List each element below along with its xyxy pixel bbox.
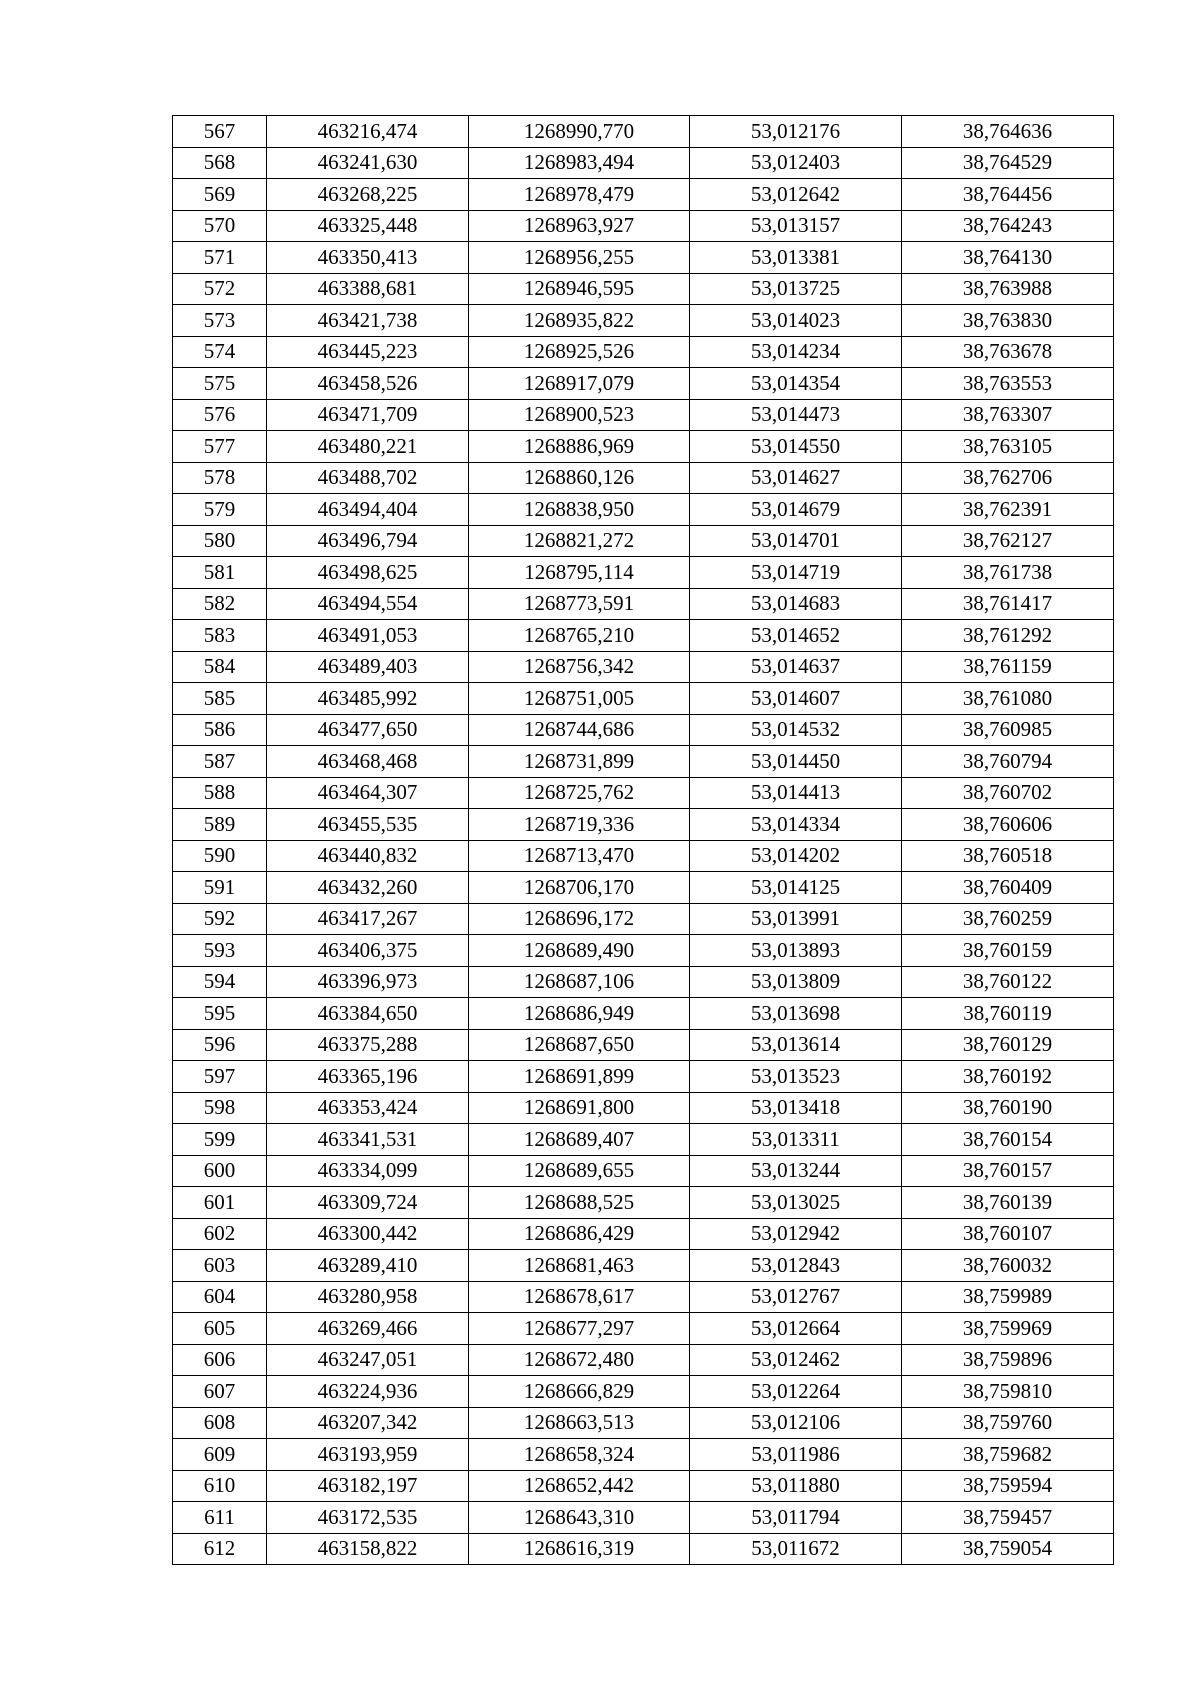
longitude-cell: 38,759896 <box>902 1344 1114 1376</box>
point-number-cell: 587 <box>173 746 267 778</box>
latitude-cell: 53,012176 <box>690 116 902 148</box>
x-coordinate-cell: 463471,709 <box>267 399 469 431</box>
latitude-cell: 53,013614 <box>690 1029 902 1061</box>
latitude-cell: 53,011880 <box>690 1470 902 1502</box>
point-number-cell: 573 <box>173 305 267 337</box>
point-number-cell: 577 <box>173 431 267 463</box>
y-coordinate-cell: 1268765,210 <box>469 620 690 652</box>
point-number-cell: 588 <box>173 777 267 809</box>
y-coordinate-cell: 1268688,525 <box>469 1187 690 1219</box>
x-coordinate-cell: 463417,267 <box>267 903 469 935</box>
coordinates-table-body <box>173 116 1114 1565</box>
point-number-cell: 579 <box>173 494 267 526</box>
point-number-cell: 571 <box>173 242 267 274</box>
point-number-cell: 594 <box>173 966 267 998</box>
y-coordinate-cell: 1268821,272 <box>469 525 690 557</box>
longitude-cell: 38,760119 <box>902 998 1114 1030</box>
point-number-cell: 604 <box>173 1281 267 1313</box>
point-number-cell: 574 <box>173 336 267 368</box>
table-row <box>173 1155 1114 1187</box>
point-number-cell: 598 <box>173 1092 267 1124</box>
x-coordinate-cell: 463455,535 <box>267 809 469 841</box>
point-number-cell: 605 <box>173 1313 267 1345</box>
latitude-cell: 53,014637 <box>690 651 902 683</box>
longitude-cell: 38,759054 <box>902 1533 1114 1565</box>
x-coordinate-cell: 463498,625 <box>267 557 469 589</box>
longitude-cell: 38,764243 <box>902 210 1114 242</box>
y-coordinate-cell: 1268860,126 <box>469 462 690 494</box>
longitude-cell: 38,759760 <box>902 1407 1114 1439</box>
point-number-cell: 596 <box>173 1029 267 1061</box>
table-row <box>173 525 1114 557</box>
latitude-cell: 53,013311 <box>690 1124 902 1156</box>
x-coordinate-cell: 463350,413 <box>267 242 469 274</box>
x-coordinate-cell: 463158,822 <box>267 1533 469 1565</box>
latitude-cell: 53,013418 <box>690 1092 902 1124</box>
table-row <box>173 431 1114 463</box>
x-coordinate-cell: 463353,424 <box>267 1092 469 1124</box>
y-coordinate-cell: 1268978,479 <box>469 179 690 211</box>
x-coordinate-cell: 463477,650 <box>267 714 469 746</box>
longitude-cell: 38,764456 <box>902 179 1114 211</box>
y-coordinate-cell: 1268672,480 <box>469 1344 690 1376</box>
latitude-cell: 53,014450 <box>690 746 902 778</box>
point-number-cell: 612 <box>173 1533 267 1565</box>
x-coordinate-cell: 463440,832 <box>267 840 469 872</box>
table-row <box>173 305 1114 337</box>
y-coordinate-cell: 1268946,595 <box>469 273 690 305</box>
table-row <box>173 966 1114 998</box>
table-row <box>173 746 1114 778</box>
point-number-cell: 597 <box>173 1061 267 1093</box>
point-number-cell: 576 <box>173 399 267 431</box>
latitude-cell: 53,014652 <box>690 620 902 652</box>
point-number-cell: 567 <box>173 116 267 148</box>
point-number-cell: 575 <box>173 368 267 400</box>
table-row <box>173 1502 1114 1534</box>
table-row <box>173 1376 1114 1408</box>
y-coordinate-cell: 1268731,899 <box>469 746 690 778</box>
point-number-cell: 609 <box>173 1439 267 1471</box>
x-coordinate-cell: 463300,442 <box>267 1218 469 1250</box>
latitude-cell: 53,014125 <box>690 872 902 904</box>
x-coordinate-cell: 463496,794 <box>267 525 469 557</box>
x-coordinate-cell: 463207,342 <box>267 1407 469 1439</box>
longitude-cell: 38,764529 <box>902 147 1114 179</box>
y-coordinate-cell: 1268687,650 <box>469 1029 690 1061</box>
table-row <box>173 494 1114 526</box>
point-number-cell: 601 <box>173 1187 267 1219</box>
point-number-cell: 610 <box>173 1470 267 1502</box>
x-coordinate-cell: 463406,375 <box>267 935 469 967</box>
longitude-cell: 38,760606 <box>902 809 1114 841</box>
longitude-cell: 38,760259 <box>902 903 1114 935</box>
latitude-cell: 53,012942 <box>690 1218 902 1250</box>
point-number-cell: 608 <box>173 1407 267 1439</box>
x-coordinate-cell: 463384,650 <box>267 998 469 1030</box>
table-row <box>173 1218 1114 1250</box>
x-coordinate-cell: 463172,535 <box>267 1502 469 1534</box>
y-coordinate-cell: 1268725,762 <box>469 777 690 809</box>
longitude-cell: 38,760032 <box>902 1250 1114 1282</box>
point-number-cell: 583 <box>173 620 267 652</box>
latitude-cell: 53,014683 <box>690 588 902 620</box>
y-coordinate-cell: 1268691,899 <box>469 1061 690 1093</box>
latitude-cell: 53,014334 <box>690 809 902 841</box>
x-coordinate-cell: 463289,410 <box>267 1250 469 1282</box>
table-row <box>173 210 1114 242</box>
longitude-cell: 38,760157 <box>902 1155 1114 1187</box>
y-coordinate-cell: 1268886,969 <box>469 431 690 463</box>
x-coordinate-cell: 463396,973 <box>267 966 469 998</box>
longitude-cell: 38,763830 <box>902 305 1114 337</box>
longitude-cell: 38,763307 <box>902 399 1114 431</box>
latitude-cell: 53,013809 <box>690 966 902 998</box>
point-number-cell: 606 <box>173 1344 267 1376</box>
point-number-cell: 570 <box>173 210 267 242</box>
table-row <box>173 620 1114 652</box>
point-number-cell: 607 <box>173 1376 267 1408</box>
point-number-cell: 589 <box>173 809 267 841</box>
x-coordinate-cell: 463491,053 <box>267 620 469 652</box>
table-row <box>173 651 1114 683</box>
y-coordinate-cell: 1268658,324 <box>469 1439 690 1471</box>
latitude-cell: 53,013025 <box>690 1187 902 1219</box>
table-row <box>173 1470 1114 1502</box>
x-coordinate-cell: 463480,221 <box>267 431 469 463</box>
latitude-cell: 53,014701 <box>690 525 902 557</box>
y-coordinate-cell: 1268990,770 <box>469 116 690 148</box>
y-coordinate-cell: 1268691,800 <box>469 1092 690 1124</box>
y-coordinate-cell: 1268689,407 <box>469 1124 690 1156</box>
point-number-cell: 599 <box>173 1124 267 1156</box>
table-row <box>173 872 1114 904</box>
x-coordinate-cell: 463224,936 <box>267 1376 469 1408</box>
latitude-cell: 53,012403 <box>690 147 902 179</box>
table-row <box>173 116 1114 148</box>
longitude-cell: 38,760518 <box>902 840 1114 872</box>
y-coordinate-cell: 1268773,591 <box>469 588 690 620</box>
longitude-cell: 38,761738 <box>902 557 1114 589</box>
y-coordinate-cell: 1268795,114 <box>469 557 690 589</box>
latitude-cell: 53,012106 <box>690 1407 902 1439</box>
table-row <box>173 1313 1114 1345</box>
y-coordinate-cell: 1268900,523 <box>469 399 690 431</box>
table-row <box>173 368 1114 400</box>
longitude-cell: 38,759457 <box>902 1502 1114 1534</box>
longitude-cell: 38,760190 <box>902 1092 1114 1124</box>
y-coordinate-cell: 1268963,927 <box>469 210 690 242</box>
latitude-cell: 53,012767 <box>690 1281 902 1313</box>
table-row <box>173 1029 1114 1061</box>
longitude-cell: 38,760794 <box>902 746 1114 778</box>
table-row <box>173 1124 1114 1156</box>
longitude-cell: 38,760139 <box>902 1187 1114 1219</box>
y-coordinate-cell: 1268925,526 <box>469 336 690 368</box>
longitude-cell: 38,760129 <box>902 1029 1114 1061</box>
x-coordinate-cell: 463485,992 <box>267 683 469 715</box>
table-row <box>173 399 1114 431</box>
x-coordinate-cell: 463309,724 <box>267 1187 469 1219</box>
longitude-cell: 38,760409 <box>902 872 1114 904</box>
y-coordinate-cell: 1268696,172 <box>469 903 690 935</box>
longitude-cell: 38,759969 <box>902 1313 1114 1345</box>
longitude-cell: 38,759682 <box>902 1439 1114 1471</box>
x-coordinate-cell: 463341,531 <box>267 1124 469 1156</box>
longitude-cell: 38,760702 <box>902 777 1114 809</box>
x-coordinate-cell: 463421,738 <box>267 305 469 337</box>
y-coordinate-cell: 1268983,494 <box>469 147 690 179</box>
point-number-cell: 593 <box>173 935 267 967</box>
y-coordinate-cell: 1268756,342 <box>469 651 690 683</box>
y-coordinate-cell: 1268719,336 <box>469 809 690 841</box>
table-row <box>173 935 1114 967</box>
y-coordinate-cell: 1268706,170 <box>469 872 690 904</box>
longitude-cell: 38,760154 <box>902 1124 1114 1156</box>
table-row <box>173 714 1114 746</box>
longitude-cell: 38,759989 <box>902 1281 1114 1313</box>
coordinates-table <box>172 115 1114 1565</box>
x-coordinate-cell: 463489,403 <box>267 651 469 683</box>
longitude-cell: 38,763678 <box>902 336 1114 368</box>
table-row <box>173 840 1114 872</box>
longitude-cell: 38,763553 <box>902 368 1114 400</box>
y-coordinate-cell: 1268686,429 <box>469 1218 690 1250</box>
table-row <box>173 809 1114 841</box>
y-coordinate-cell: 1268751,005 <box>469 683 690 715</box>
latitude-cell: 53,013381 <box>690 242 902 274</box>
y-coordinate-cell: 1268678,617 <box>469 1281 690 1313</box>
latitude-cell: 53,013893 <box>690 935 902 967</box>
y-coordinate-cell: 1268681,463 <box>469 1250 690 1282</box>
point-number-cell: 600 <box>173 1155 267 1187</box>
table-row <box>173 683 1114 715</box>
x-coordinate-cell: 463247,051 <box>267 1344 469 1376</box>
longitude-cell: 38,763988 <box>902 273 1114 305</box>
x-coordinate-cell: 463268,225 <box>267 179 469 211</box>
table-row <box>173 1061 1114 1093</box>
latitude-cell: 53,014413 <box>690 777 902 809</box>
x-coordinate-cell: 463432,260 <box>267 872 469 904</box>
latitude-cell: 53,013244 <box>690 1155 902 1187</box>
latitude-cell: 53,014354 <box>690 368 902 400</box>
x-coordinate-cell: 463468,468 <box>267 746 469 778</box>
y-coordinate-cell: 1268663,513 <box>469 1407 690 1439</box>
y-coordinate-cell: 1268935,822 <box>469 305 690 337</box>
y-coordinate-cell: 1268838,950 <box>469 494 690 526</box>
x-coordinate-cell: 463488,702 <box>267 462 469 494</box>
point-number-cell: 586 <box>173 714 267 746</box>
y-coordinate-cell: 1268689,655 <box>469 1155 690 1187</box>
latitude-cell: 53,013698 <box>690 998 902 1030</box>
x-coordinate-cell: 463280,958 <box>267 1281 469 1313</box>
longitude-cell: 38,762127 <box>902 525 1114 557</box>
table-row <box>173 777 1114 809</box>
table-row <box>173 1092 1114 1124</box>
table-row <box>173 998 1114 1030</box>
y-coordinate-cell: 1268652,442 <box>469 1470 690 1502</box>
x-coordinate-cell: 463334,099 <box>267 1155 469 1187</box>
table-row <box>173 336 1114 368</box>
y-coordinate-cell: 1268713,470 <box>469 840 690 872</box>
x-coordinate-cell: 463325,448 <box>267 210 469 242</box>
y-coordinate-cell: 1268666,829 <box>469 1376 690 1408</box>
latitude-cell: 53,012843 <box>690 1250 902 1282</box>
x-coordinate-cell: 463494,554 <box>267 588 469 620</box>
y-coordinate-cell: 1268689,490 <box>469 935 690 967</box>
latitude-cell: 53,011794 <box>690 1502 902 1534</box>
table-row <box>173 1407 1114 1439</box>
latitude-cell: 53,013725 <box>690 273 902 305</box>
longitude-cell: 38,760192 <box>902 1061 1114 1093</box>
latitude-cell: 53,014532 <box>690 714 902 746</box>
x-coordinate-cell: 463388,681 <box>267 273 469 305</box>
point-number-cell: 591 <box>173 872 267 904</box>
x-coordinate-cell: 463445,223 <box>267 336 469 368</box>
table-row <box>173 462 1114 494</box>
x-coordinate-cell: 463182,197 <box>267 1470 469 1502</box>
latitude-cell: 53,014679 <box>690 494 902 526</box>
x-coordinate-cell: 463193,959 <box>267 1439 469 1471</box>
y-coordinate-cell: 1268687,106 <box>469 966 690 998</box>
table-row <box>173 1533 1114 1565</box>
point-number-cell: 569 <box>173 179 267 211</box>
point-number-cell: 572 <box>173 273 267 305</box>
latitude-cell: 53,014202 <box>690 840 902 872</box>
latitude-cell: 53,011672 <box>690 1533 902 1565</box>
point-number-cell: 578 <box>173 462 267 494</box>
longitude-cell: 38,762391 <box>902 494 1114 526</box>
x-coordinate-cell: 463494,404 <box>267 494 469 526</box>
longitude-cell: 38,764130 <box>902 242 1114 274</box>
y-coordinate-cell: 1268643,310 <box>469 1502 690 1534</box>
longitude-cell: 38,762706 <box>902 462 1114 494</box>
table-row <box>173 1187 1114 1219</box>
x-coordinate-cell: 463365,196 <box>267 1061 469 1093</box>
point-number-cell: 611 <box>173 1502 267 1534</box>
longitude-cell: 38,761159 <box>902 651 1114 683</box>
table-row <box>173 1344 1114 1376</box>
latitude-cell: 53,014234 <box>690 336 902 368</box>
latitude-cell: 53,014023 <box>690 305 902 337</box>
y-coordinate-cell: 1268616,319 <box>469 1533 690 1565</box>
longitude-cell: 38,760159 <box>902 935 1114 967</box>
latitude-cell: 53,011986 <box>690 1439 902 1471</box>
table-row <box>173 557 1114 589</box>
table-row <box>173 179 1114 211</box>
table-row <box>173 1281 1114 1313</box>
longitude-cell: 38,759594 <box>902 1470 1114 1502</box>
longitude-cell: 38,760985 <box>902 714 1114 746</box>
longitude-cell: 38,760122 <box>902 966 1114 998</box>
table-row <box>173 1439 1114 1471</box>
latitude-cell: 53,012642 <box>690 179 902 211</box>
longitude-cell: 38,764636 <box>902 116 1114 148</box>
y-coordinate-cell: 1268744,686 <box>469 714 690 746</box>
point-number-cell: 590 <box>173 840 267 872</box>
table-row <box>173 242 1114 274</box>
latitude-cell: 53,013157 <box>690 210 902 242</box>
longitude-cell: 38,759810 <box>902 1376 1114 1408</box>
latitude-cell: 53,014719 <box>690 557 902 589</box>
point-number-cell: 581 <box>173 557 267 589</box>
latitude-cell: 53,014473 <box>690 399 902 431</box>
point-number-cell: 580 <box>173 525 267 557</box>
latitude-cell: 53,014607 <box>690 683 902 715</box>
point-number-cell: 568 <box>173 147 267 179</box>
table-row <box>173 273 1114 305</box>
longitude-cell: 38,761080 <box>902 683 1114 715</box>
table-row <box>173 588 1114 620</box>
longitude-cell: 38,760107 <box>902 1218 1114 1250</box>
x-coordinate-cell: 463241,630 <box>267 147 469 179</box>
table-row <box>173 147 1114 179</box>
x-coordinate-cell: 463375,288 <box>267 1029 469 1061</box>
y-coordinate-cell: 1268686,949 <box>469 998 690 1030</box>
x-coordinate-cell: 463458,526 <box>267 368 469 400</box>
latitude-cell: 53,013523 <box>690 1061 902 1093</box>
table-row <box>173 1250 1114 1282</box>
point-number-cell: 595 <box>173 998 267 1030</box>
point-number-cell: 582 <box>173 588 267 620</box>
point-number-cell: 602 <box>173 1218 267 1250</box>
x-coordinate-cell: 463216,474 <box>267 116 469 148</box>
point-number-cell: 603 <box>173 1250 267 1282</box>
point-number-cell: 585 <box>173 683 267 715</box>
latitude-cell: 53,012264 <box>690 1376 902 1408</box>
latitude-cell: 53,014550 <box>690 431 902 463</box>
point-number-cell: 592 <box>173 903 267 935</box>
x-coordinate-cell: 463464,307 <box>267 777 469 809</box>
y-coordinate-cell: 1268917,079 <box>469 368 690 400</box>
y-coordinate-cell: 1268956,255 <box>469 242 690 274</box>
longitude-cell: 38,761417 <box>902 588 1114 620</box>
y-coordinate-cell: 1268677,297 <box>469 1313 690 1345</box>
table-row <box>173 903 1114 935</box>
latitude-cell: 53,014627 <box>690 462 902 494</box>
point-number-cell: 584 <box>173 651 267 683</box>
longitude-cell: 38,761292 <box>902 620 1114 652</box>
latitude-cell: 53,012664 <box>690 1313 902 1345</box>
x-coordinate-cell: 463269,466 <box>267 1313 469 1345</box>
longitude-cell: 38,763105 <box>902 431 1114 463</box>
latitude-cell: 53,012462 <box>690 1344 902 1376</box>
latitude-cell: 53,013991 <box>690 903 902 935</box>
